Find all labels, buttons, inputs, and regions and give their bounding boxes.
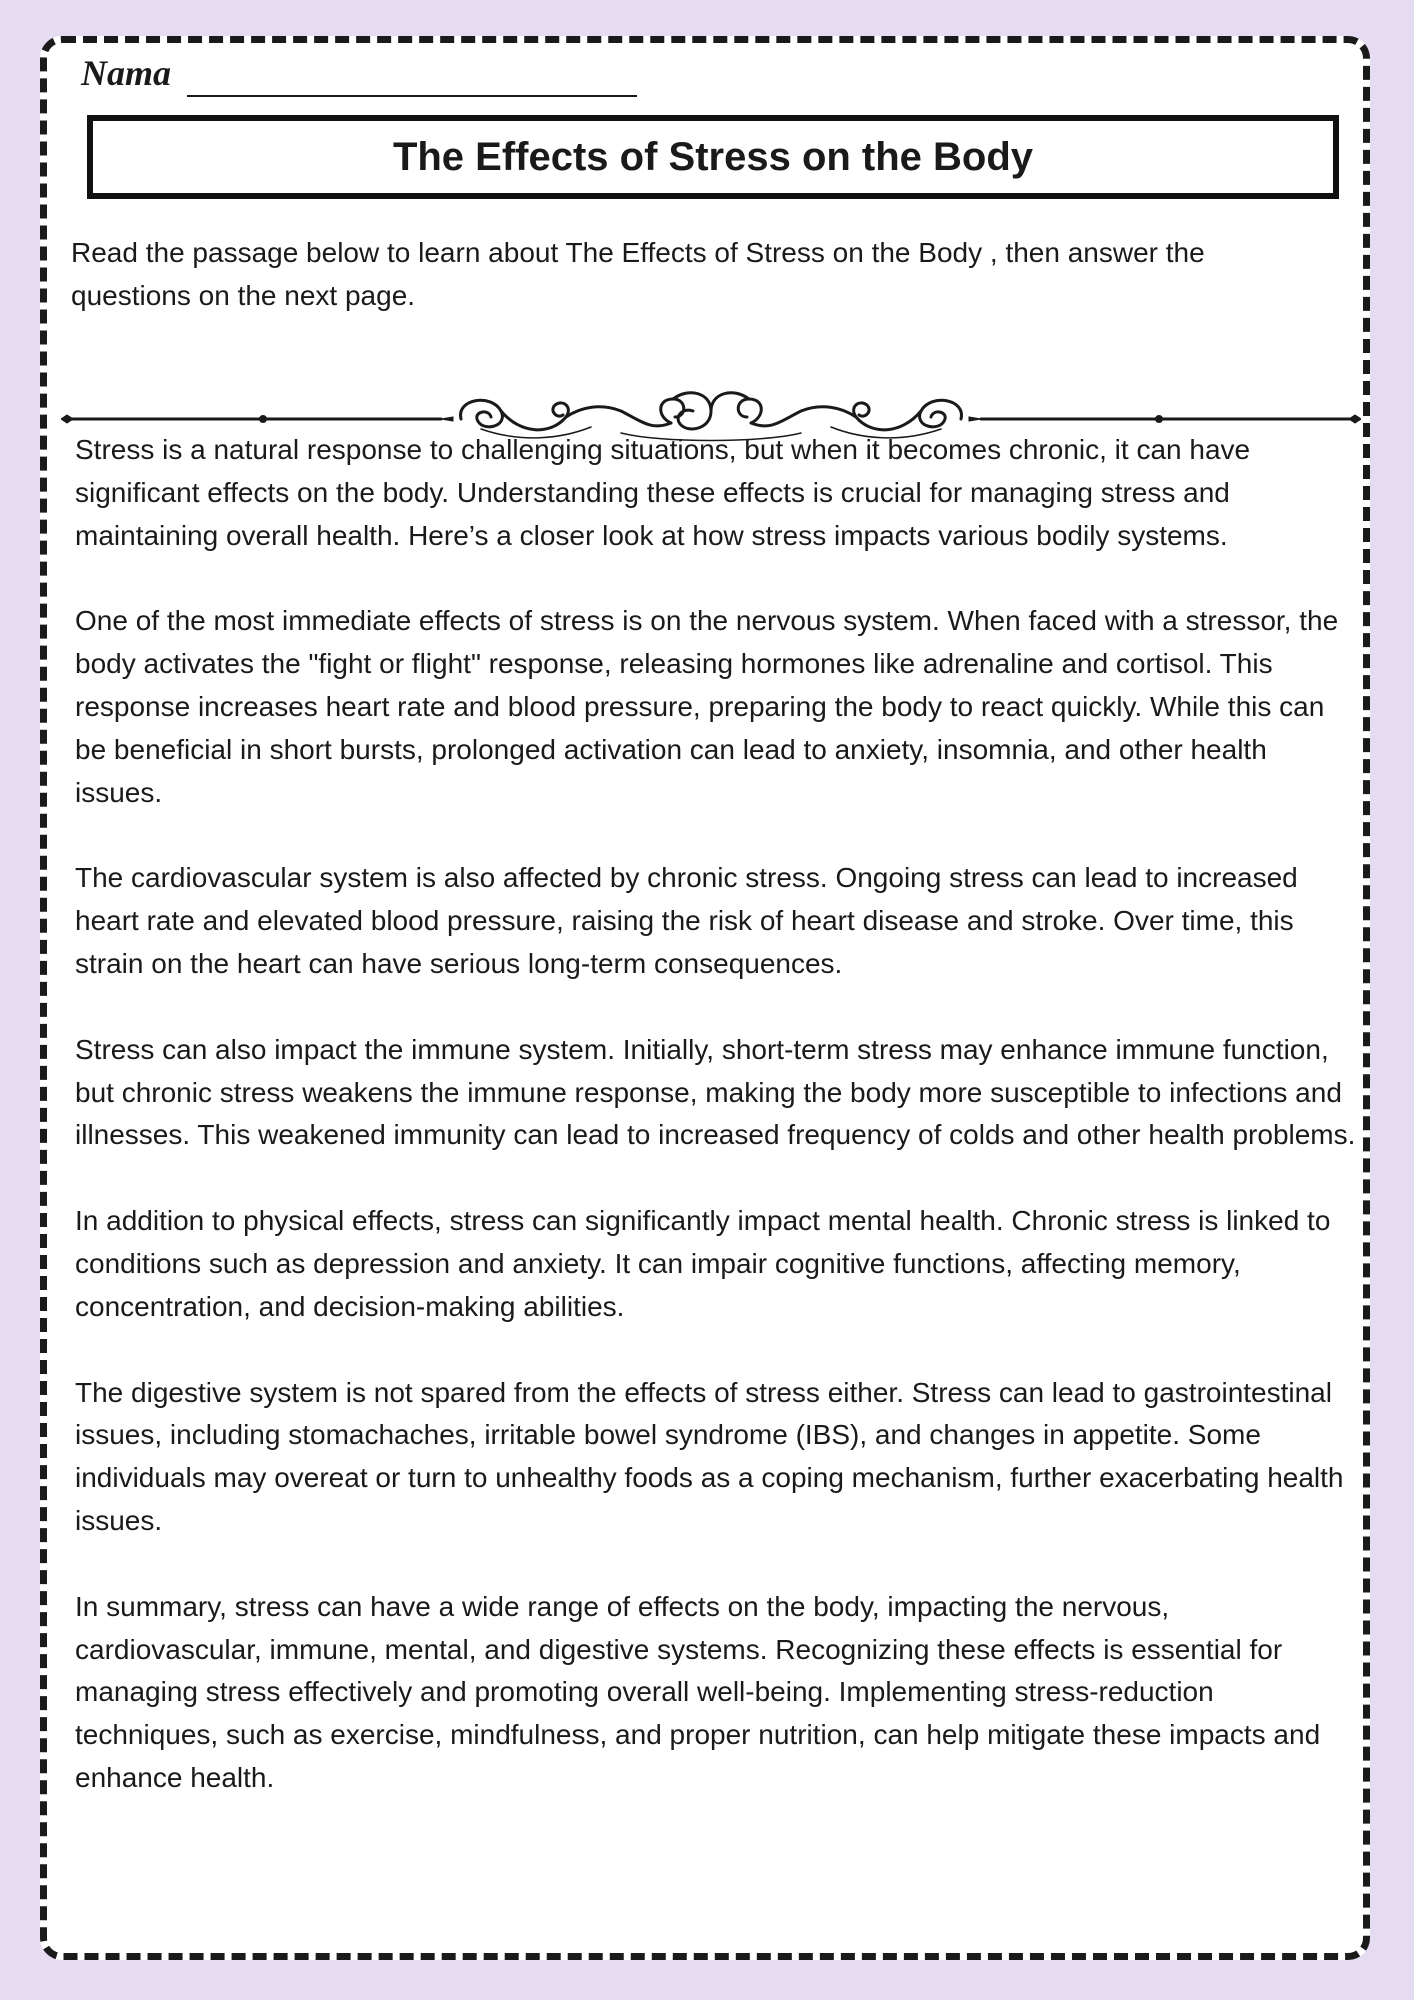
passage-paragraph-1: Stress is a natural response to challenging situations, but when it becomes chronic, it can have significant effects on the body. Understanding these effects is crucial for managing stress and maintaining overall health. Here’s a closer look at how stress impacts various bodily systems. [75, 434, 1251, 551]
name-row [81, 49, 637, 97]
passage-paragraph-5: In addition to physical effects, stress can significantly impact mental health. Chronic stress is linked to conditions such as depression and anxiety. It can impair cognitive functions, affecting memory, concentration, and decision-making abilities. [75, 1205, 1331, 1322]
name-label: Nama [81, 53, 171, 93]
worksheet-title: The Effects of Stress on the Body [392, 134, 1034, 179]
worksheet-sheet [40, 36, 1370, 1960]
passage-paragraph-4: Stress can also impact the immune system. Initially, short-term stress may enhance immune function, but chronic stress weakens the immune response, making the body more susceptible to infections and illnesses. This weakened immunity can lead to increased frequency of colds and other health problems. [75, 1033, 1356, 1151]
reading-passage [75, 429, 1357, 1843]
passage-paragraph-3: The cardiovascular system is also affected by chronic stress. Ongoing stress can lead to increased heart rate and elevated blood pressure, raising the risk of heart disease and stroke. Over time, this strain on the heart can have serious long-term consequences. [75, 862, 1298, 979]
passage-paragraph-7: In summary, stress can have a wide range of effects on the body, impacting the nervous, cardiovascular, immune, mental, and digestive systems. Recognizing these effects is essential for managing stress effectively and promoting overall well-being. Implementing stress-reduction techniques, such as exercise, mindfulness, and proper nutrition, can help mitigate these impacts and enhance health. [75, 1590, 1321, 1793]
passage-paragraph-2: One of the most immediate effects of stress is on the nervous system. When faced with a stressor, the body activates the "fight or flight" response, releasing hormones like adrenaline and cortisol. This response increases heart rate and blood pressure, preparing the body to react quickly. While this can be beneficial in short bursts, prolonged activation can lead to anxiety, insomnia, and other health issues. [75, 605, 1339, 808]
intro-instructions: Read the passage below to learn about The Effects of Stress on the Body , then answer the questions on the next page. [71, 237, 1205, 311]
name-input-line[interactable] [187, 65, 637, 97]
passage-paragraph-6: The digestive system is not spared from the effects of stress either. Stress can lead to gastrointestinal issues, including stomachaches, irritable bowel syndrome (IBS), and changes in appetite. Some individuals may overeat or turn to unhealthy foods as a coping mechanism, further exacerbating health issues. [75, 1376, 1344, 1536]
title-box [87, 115, 1339, 199]
